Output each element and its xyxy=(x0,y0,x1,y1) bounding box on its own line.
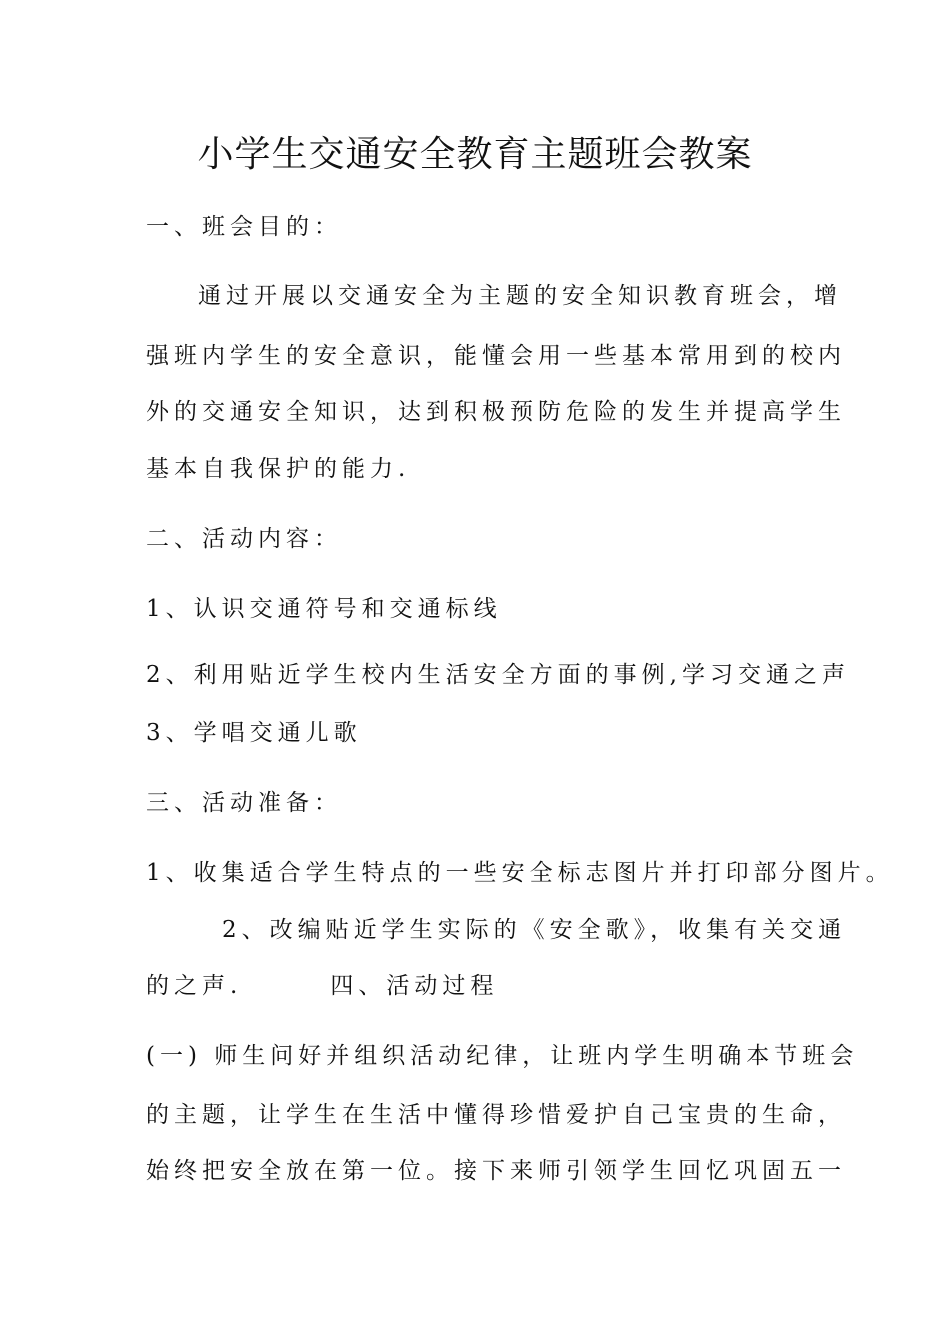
paragraph-line: 通过开展以交通安全为主题的安全知识教育班会，增 xyxy=(198,283,842,309)
document-title: 小学生交通安全教育主题班会教案 xyxy=(197,134,753,175)
list-item: 2、利用贴近学生校内生活安全方面的事例,学习交通之声 xyxy=(146,662,850,688)
paragraph-line: 始终把安全放在第一位。接下来师引领学生回忆巩固五一 xyxy=(146,1158,846,1184)
paragraph-line: 的主题，让学生在生活中懂得珍惜爱护自己宝贵的生命， xyxy=(146,1102,846,1128)
list-item: 1、认识交通符号和交通标线 xyxy=(146,596,502,622)
paragraph-line: 强班内学生的安全意识，能懂会用一些基本常用到的校内 xyxy=(146,343,846,369)
list-item-continuation: 的之声. xyxy=(146,973,243,999)
section-heading-process: 四、活动过程 xyxy=(330,973,499,999)
paragraph-line xyxy=(146,967,498,1000)
list-item: 3、学唱交通儿歌 xyxy=(146,720,362,746)
list-item: 2、改编贴近学生实际的《安全歌》，收集有关交通 xyxy=(222,917,847,943)
paragraph-line: 外的交通安全知识，达到积极预防危险的发生并提高学生 xyxy=(146,399,846,425)
section-heading-preparation: 三、活动准备： xyxy=(146,790,342,816)
paragraph-line: (一) 师生问好并组织活动纪律，让班内学生明确本节班会 xyxy=(146,1043,859,1069)
list-item: 1、收集适合学生特点的一些安全标志图片并打印部分图片。 xyxy=(146,860,894,886)
section-heading-content: 二、活动内容： xyxy=(146,526,342,552)
paragraph-line: 基本自我保护的能力. xyxy=(146,456,411,482)
section-heading-objective: 一、班会目的： xyxy=(146,214,342,240)
